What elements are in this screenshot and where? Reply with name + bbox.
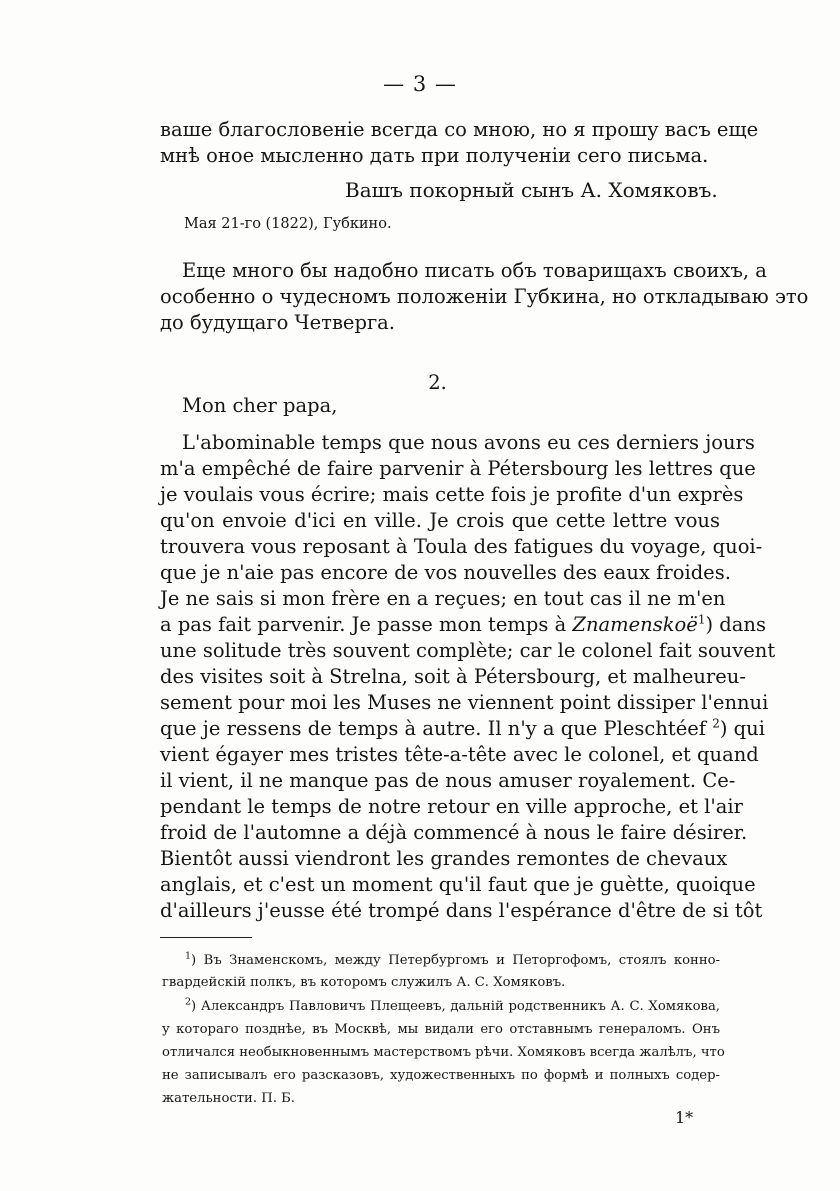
printer-signature-mark: 1* xyxy=(675,1108,694,1127)
letter-line: d'ailleurs j'eusse été trompé dans l'espérance d'être de si tôt xyxy=(160,899,763,922)
letter-line: froid de l'automne a déjà commencé à nous le faire désirer. xyxy=(160,821,748,844)
page-number: — 3 — xyxy=(383,72,457,96)
footnote-mark: 1 xyxy=(185,950,192,962)
letter-number: 2. xyxy=(428,371,447,394)
letter-line-part: ) dans xyxy=(705,613,766,636)
letter-line: pendant le temps de notre retour en ville approche, et l'air xyxy=(160,795,743,818)
footnote-reference: 1 xyxy=(697,612,706,627)
footnote-line: у котораго позднѣе, въ Москвѣ, мы видали его отставнымъ генераломъ. Онъ xyxy=(162,1022,720,1037)
letter-line: vient égayer mes tristes tête-a-tête avec le colonel, et quand xyxy=(160,743,759,766)
text-line: мнѣ оное мысленно дать при полученіи сего письма. xyxy=(160,144,709,167)
letter-line: que je n'aie pas encore de vos nouvelles des eaux froides. xyxy=(160,561,731,584)
letter-line: une solitude très souvent complète; car le colonel fait souvent xyxy=(160,639,776,662)
letter-line-part: ) qui xyxy=(719,717,765,740)
letter-signature: Вашъ покорный сынъ А. Хомяковъ. xyxy=(345,178,718,202)
letter-dateline: Мая 21-го (1822), Губкино. xyxy=(184,216,392,232)
letter-line: Bientôt aussi viendront les grandes remontes de chevaux xyxy=(160,847,728,870)
footnote-line: гвардейскій полкъ, въ которомъ служилъ А. С. Хомяковъ. xyxy=(162,975,566,990)
footnote-line: отличался необыкновеннымъ мастерствомъ рѣчи. Хомяковъ всегда жалѣлъ, что xyxy=(162,1045,725,1060)
footnote-text: ) Александръ Павловичъ Плещеевъ, дальній родственникъ А. С. Хомякова, xyxy=(191,999,720,1014)
letter-line: je voulais vous écrire; mais cette fois je profite d'un exprès xyxy=(160,483,744,506)
footnote-line: не записывалъ его разсказовъ, художественныхъ по формѣ и полныхъ содер- xyxy=(162,1068,720,1083)
postscript-line: Еще много бы надобно писать объ товарищахъ своихъ, а xyxy=(182,259,767,282)
postscript-line: особенно о чудесномъ положеніи Губкина, но откладываю это xyxy=(160,285,809,308)
footnote-line xyxy=(185,996,720,1019)
footnote-line xyxy=(185,950,720,973)
letter-line: il vient, il ne manque pas de nous amuser royalement. Ce- xyxy=(160,769,736,792)
letter-line: m'a empêché de faire parvenir à Pétersbourg les lettres que xyxy=(160,457,756,480)
footnote-reference: 2 xyxy=(712,716,720,731)
letter-greeting: Mon cher papa, xyxy=(182,394,338,417)
footnote-divider xyxy=(160,937,252,938)
place-name-znamenskoe: Znamenskoë xyxy=(572,613,698,636)
footnote-text: ) Въ Знаменскомъ, между Петербургомъ и Петоргофомъ, стоялъ конно- xyxy=(191,953,720,968)
letter-line: Je ne sais si mon frère en a reçues; en tout cas il ne m'en xyxy=(160,587,726,610)
letter-line: L'abominable temps que nous avons eu ces derniers jours xyxy=(182,431,755,454)
letter-line: sement pour moi les Muses ne viennent point dissiper l'ennui xyxy=(160,691,769,714)
letter-line: anglais, et c'est un moment qu'il faut que je guètte, quoique xyxy=(160,873,756,896)
letter-line-part: a pas fait parvenir. Je passe mon temps à xyxy=(160,613,567,636)
footnote-line: жательности. П. Б. xyxy=(162,1091,296,1106)
text-line: ваше благословеніе всегда со мною, но я прошу васъ еще xyxy=(160,118,759,141)
letter-line: trouvera vous reposant à Toula des fatigues du voyage, quoi- xyxy=(160,535,763,558)
letter-line: des visites soit à Strelna, soit à Pétersbourg, et malheureu- xyxy=(160,665,746,688)
letter-line-znamenskoe xyxy=(160,612,766,638)
letter-line: qu'on envoie d'ici en ville. Je crois que cette lettre vous xyxy=(160,509,720,532)
postscript-line: до будущаго Четверга. xyxy=(160,311,395,334)
footnote-mark: 2 xyxy=(185,996,192,1008)
letter-line-pleschteef xyxy=(160,716,765,742)
letter-line-part: que je ressens de temps à autre. Il n'y a que Pleschtéef xyxy=(160,717,707,740)
